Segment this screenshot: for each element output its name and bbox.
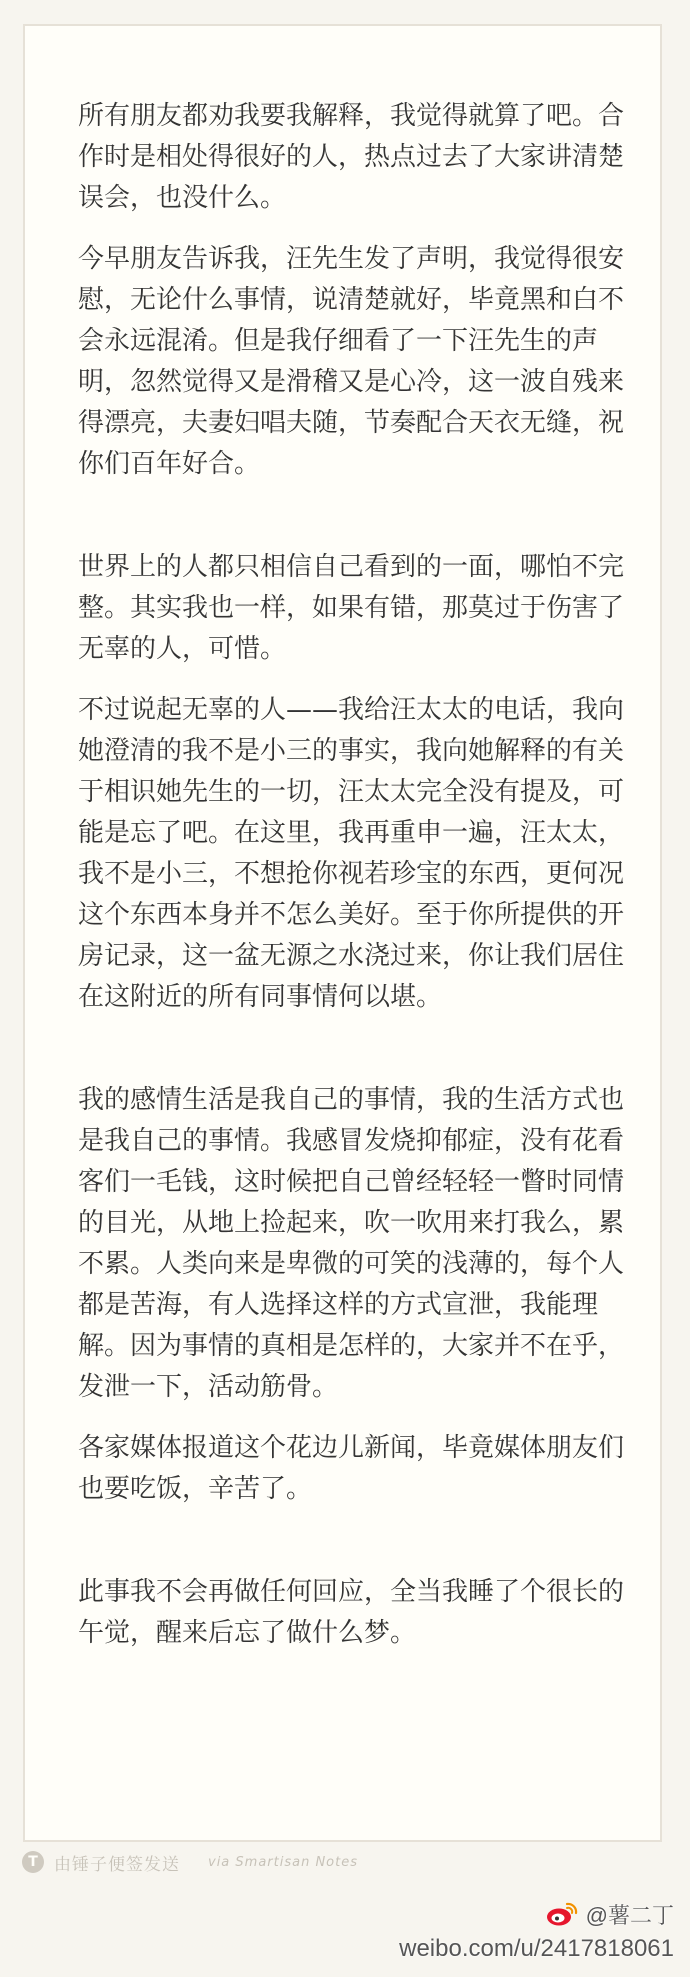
note-paragraph-2: 今早朋友告诉我，汪先生发了声明，我觉得很安慰，无论什么事情，说清楚就好，毕竟黑和白不会永远混淆。但是我仔细看了一下汪先生的声明，忽然觉得又是滑稽又是心冷，这一波自残来得漂亮，夫妻妇唱夫随，节奏配合天衣无缝，祝你们百年好合。	[78, 244, 625, 479]
weibo-handle: @薯二丁	[585, 1902, 674, 1928]
weibo-watermark	[374, 1896, 674, 1966]
sent-via-label: 由锤子便签发送	[54, 1854, 180, 1875]
note-paragraph-1: 所有朋友都劝我要我解释，我觉得就算了吧。合作时是相处得很好的人，热点过去了大家讲清楚误会，也没什么。	[78, 101, 625, 213]
smartisan-t-icon: T	[22, 1851, 44, 1873]
weibo-logo-icon	[546, 1901, 578, 1927]
via-smartisan-notes-label: via Smartisan Notes	[208, 1854, 358, 1870]
note-paragraph-7: 此事我不会再做任何回应，全当我睡了个很长的午觉，醒来后忘了做什么梦。	[78, 1577, 625, 1648]
note-footer	[22, 1846, 662, 1878]
note-paragraph-6: 各家媒体报道这个花边儿新闻，毕竟媒体朋友们也要吃饭，辛苦了。	[78, 1433, 625, 1504]
note-paragraph-5: 我的感情生活是我自己的事情，我的生活方式也是我自己的事情。我感冒发烧抑郁症，没有花看客们一毛钱，这时候把自己曾经轻轻一瞥时同情的目光，从地上捡起来，吹一吹用来打我么，累不累。人类向来是卑微的可笑的浅薄的，每个人都是苦海，有人选择这样的方式宣泄，我能理解。因为事情的真相是怎样的，大家并不在乎，发泄一下，活动筋骨。	[78, 1085, 625, 1402]
weibo-url: weibo.com/u/2417818061	[399, 1935, 674, 1962]
note-paragraph-4: 不过说起无辜的人——我给汪太太的电话，我向她澄清的我不是小三的事实，我向她解释的有关于相识她先生的一切，汪太太完全没有提及，可能是忘了吧。在这里，我再重申一遍，汪太太，我不是小三，不想抢你视若珍宝的东西，更何况这个东西本身并不怎么美好。至于你所提供的开房记录，这一盆无源之水浇过来，你让我们居住在这附近的所有同事情何以堪。	[78, 695, 625, 1012]
note-paragraph-3: 世界上的人都只相信自己看到的一面，哪怕不完整。其实我也一样，如果有错，那莫过于伤害了无辜的人，可惜。	[78, 552, 625, 664]
note-body	[78, 96, 638, 1674]
note-card	[23, 24, 662, 1842]
